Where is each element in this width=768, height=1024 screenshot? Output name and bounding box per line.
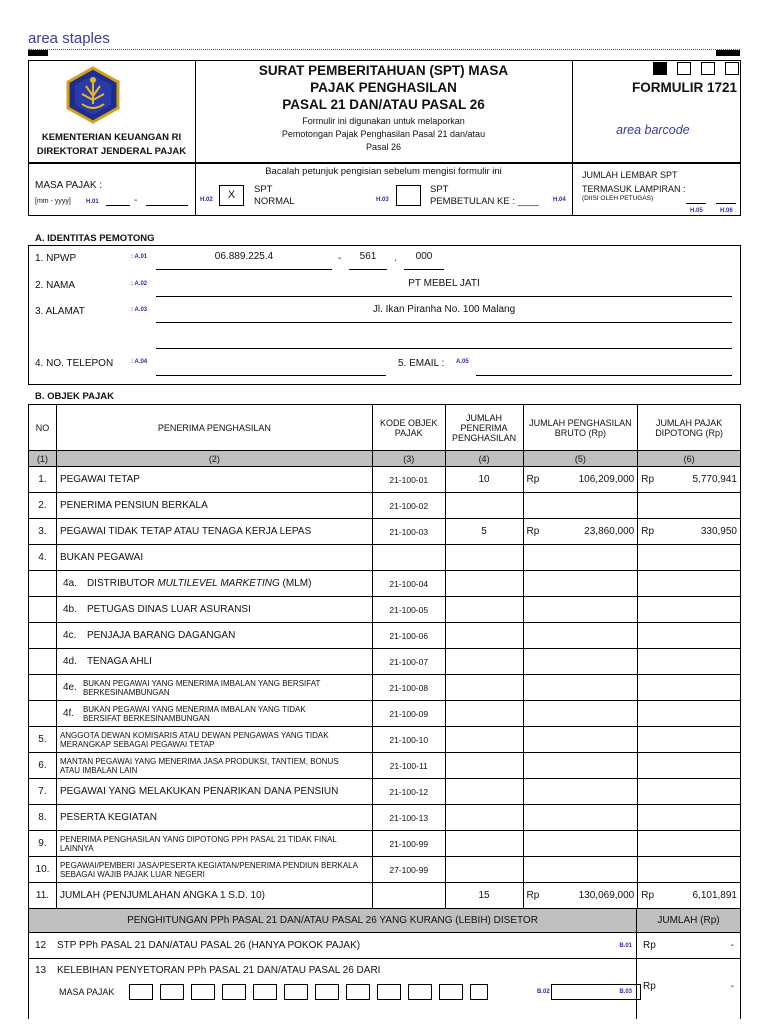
row-kode: 21-100-08 xyxy=(372,675,445,701)
area-barcode-label: area barcode xyxy=(616,123,690,137)
row-no: 9. xyxy=(29,831,57,857)
row-jumlah-penerima[interactable] xyxy=(445,857,523,883)
row12-no: 12 xyxy=(35,940,47,951)
row-name: TENAGA AHLI xyxy=(86,656,152,668)
form-marker-box-3 xyxy=(725,62,739,75)
masa-box-2[interactable] xyxy=(160,984,184,1000)
title-line-3: PASAL 21 DAN/ATAU PASAL 26 xyxy=(282,97,485,112)
code-h03: H.03 xyxy=(376,197,389,203)
code-h01: H.01 xyxy=(86,199,99,205)
ministry-name xyxy=(28,131,195,159)
spt-normal-label-line2: NORMAL xyxy=(254,196,295,207)
row-jumlah-penerima[interactable] xyxy=(445,493,523,519)
row-kode: 27-100-99 xyxy=(372,857,445,883)
currency-label: Rp xyxy=(641,526,655,537)
row-no xyxy=(29,675,57,701)
row-bruto-value: 106,209,000 xyxy=(578,474,635,485)
row12-amount[interactable] xyxy=(637,933,740,958)
row-bruto-amount xyxy=(527,526,635,537)
row-pajak[interactable] xyxy=(638,467,741,493)
row-penerima xyxy=(56,493,372,519)
form-marker-filled xyxy=(653,62,667,75)
header-divider-2 xyxy=(572,60,573,163)
row-bruto-amount xyxy=(527,474,635,485)
row-bruto[interactable] xyxy=(523,519,638,545)
table-row xyxy=(29,545,741,571)
masa-box-6[interactable] xyxy=(284,984,308,1000)
row-name: BUKAN PEGAWAI YANG MENERIMA IMBALAN YANG BERSIFAT BERKESINAMBUNGAN xyxy=(82,678,321,697)
row-name: PEGAWAI YANG MELAKUKAN PENARIKAN DANA PENSIUN xyxy=(59,786,339,797)
masa-box-3[interactable] xyxy=(191,984,215,1000)
row-no: 6. xyxy=(29,753,57,779)
row-kode: 21-100-11 xyxy=(372,753,445,779)
table-row xyxy=(29,857,741,883)
row-sub-no: 4d. xyxy=(62,655,77,667)
row-no: 1. xyxy=(29,467,57,493)
currency-label: Rp xyxy=(526,526,540,537)
currency-label: Rp xyxy=(526,474,540,485)
code-h02: H.02 xyxy=(200,197,213,203)
row-penerima xyxy=(56,649,372,675)
staple-dotted-line xyxy=(28,49,740,50)
code-a02: : A.02 xyxy=(131,281,148,287)
table-row xyxy=(29,623,741,649)
colnum-3: (3) xyxy=(372,451,445,467)
row-pajak-amount xyxy=(641,526,737,537)
row-no: 4. xyxy=(29,545,57,571)
row-no xyxy=(29,649,57,675)
row-pajak-value: 5,770,941 xyxy=(692,474,737,485)
npwp-dot: . xyxy=(394,253,397,264)
row-pajak-amount xyxy=(641,474,737,485)
row-penerima xyxy=(56,467,372,493)
row13-label: KELEBIHAN PENYETORAN PPh PASAL 21 DAN/ATAU PASAL 26 DARI xyxy=(57,965,381,976)
row-name: PESERTA KEGIATAN xyxy=(59,812,158,823)
ministry-logo-icon xyxy=(62,66,124,124)
table-row xyxy=(29,597,741,623)
table-row xyxy=(29,675,741,701)
masa-pajak-dash: - xyxy=(134,195,138,206)
table-row xyxy=(29,883,741,909)
npwp-main-field[interactable]: 06.889.225.4 xyxy=(156,251,332,270)
row-pajak[interactable] xyxy=(638,675,741,701)
row-no xyxy=(29,623,57,649)
row-pajak[interactable] xyxy=(638,623,741,649)
row-bruto[interactable] xyxy=(523,701,638,727)
row-pajak-value: 6,101,891 xyxy=(692,890,737,901)
row-name: PETUGAS DINAS LUAR ASURANSI xyxy=(86,604,251,616)
currency-label: Rp xyxy=(641,474,655,485)
header-bruto: JUMLAH PENGHASILAN BRUTO (Rp) xyxy=(523,405,638,451)
telepon-field[interactable] xyxy=(156,356,386,376)
masa-box-10[interactable] xyxy=(408,984,432,1000)
code-b03: B.03 xyxy=(619,989,632,995)
table-row xyxy=(29,753,741,779)
masa-box-4[interactable] xyxy=(222,984,246,1000)
code-h06: H.06 xyxy=(720,208,733,214)
row-sub-no: 4f. xyxy=(62,708,75,719)
row-kode: 21-100-02 xyxy=(372,493,445,519)
calc-header-row xyxy=(28,909,741,933)
title-line-2: PAJAK PENGHASILAN xyxy=(310,80,457,95)
row-jumlah-penerima[interactable] xyxy=(445,727,523,753)
row-jumlah-penerima[interactable] xyxy=(445,805,523,831)
table-column-number-row xyxy=(29,451,741,467)
header-jumlah-penerima: JUMLAH PENERIMA PENGHASILAN xyxy=(445,405,523,451)
row-bruto[interactable] xyxy=(523,883,638,909)
objek-pajak-table xyxy=(28,404,741,909)
row-bruto[interactable] xyxy=(523,545,638,571)
row13-value: - xyxy=(730,981,734,992)
row-name: BUKAN PEGAWAI YANG MENERIMA IMBALAN YANG TIDAK BERSIFAT BERKESINAMBUNGAN xyxy=(82,704,306,723)
area-staples-label: area staples xyxy=(28,30,110,47)
code-a01: : A.01 xyxy=(131,254,148,260)
colnum-2: (2) xyxy=(56,451,372,467)
npwp-kpp-field[interactable]: 561 xyxy=(349,251,387,270)
row-name: ANGGOTA DEWAN KOMISARIS ATAU DEWAN PENGAWAS YANG TIDAK MERANGKAP SEBAGAI PEGAWAI TETAP xyxy=(59,730,329,749)
table-row xyxy=(29,701,741,727)
row-jumlah-penerima[interactable] xyxy=(445,753,523,779)
row-bruto-value: 23,860,000 xyxy=(584,526,635,537)
desc-line-2: Pemotongan Pajak Penghasilan Pasal 21 dan/atau xyxy=(281,129,486,139)
code-b01: B.01 xyxy=(619,943,632,949)
row-name: PENERIMA PENGHASILAN YANG DIPOTONG PPH PASAL 21 TIDAK FINAL LAINNYA xyxy=(59,834,337,853)
section-a-title: A. IDENTITAS PEMOTONG xyxy=(35,233,155,244)
row-bruto[interactable] xyxy=(523,623,638,649)
row12-label: STP PPh PASAL 21 DAN/ATAU PASAL 26 (HANYA POKOK PAJAK) xyxy=(57,940,361,951)
spt-normal-label xyxy=(254,184,295,208)
row-kode: 21-100-06 xyxy=(372,623,445,649)
section-b-title: B. OBJEK PAJAK xyxy=(35,391,115,402)
row-pajak[interactable] xyxy=(638,779,741,805)
form-title-block xyxy=(195,62,572,154)
row-penerima xyxy=(56,519,372,545)
row-jumlah-penerima[interactable] xyxy=(445,701,523,727)
row-penerima xyxy=(56,675,372,701)
row-jumlah-penerima[interactable] xyxy=(445,571,523,597)
calc-header-label: PENGHITUNGAN PPh PASAL 21 DAN/ATAU PASAL 26 YANG KURANG (LEBIH) DISETOR xyxy=(29,909,637,932)
code-a03: : A.03 xyxy=(131,307,148,313)
masa-pajak-year-input[interactable] xyxy=(146,196,188,206)
row-no: 3. xyxy=(29,519,57,545)
row-penerima xyxy=(56,831,372,857)
row-bruto[interactable] xyxy=(523,753,638,779)
nama-field[interactable]: PT MEBEL JATI xyxy=(156,278,732,297)
alamat-label: 3. ALAMAT xyxy=(35,306,85,317)
row-no: 11. xyxy=(29,883,57,909)
row-bruto[interactable] xyxy=(523,649,638,675)
row-name: PEGAWAI/PEMBERI JASA/PESERTA KEGIATAN/PENERIMA PENDIUN BERKALA SEBAGAI WAJIB PAJAK LUAR NEGERI xyxy=(59,860,358,879)
row12-rp: Rp xyxy=(643,940,656,951)
row-name: PEGAWAI TETAP xyxy=(59,474,140,485)
row-pajak[interactable] xyxy=(638,857,741,883)
row-penerima xyxy=(56,623,372,649)
spt-pembetulan-label-line1: SPT xyxy=(430,184,449,195)
row-pajak[interactable] xyxy=(638,571,741,597)
email-label: 5. EMAIL : xyxy=(398,358,445,369)
row13-masa-boxes xyxy=(129,984,495,1003)
masa-box-11[interactable] xyxy=(439,984,463,1000)
email-field[interactable] xyxy=(476,356,732,376)
row-penerima xyxy=(56,701,372,727)
table-row xyxy=(29,571,741,597)
row-sub-no: 4b. xyxy=(62,603,77,615)
currency-label: Rp xyxy=(641,890,655,901)
alamat-field[interactable]: Jl. Ikan Piranha No. 100 Malang xyxy=(156,304,732,323)
lembar-line-2: TERMASUK LAMPIRAN : xyxy=(582,184,686,194)
telepon-label: 4. NO. TELEPON xyxy=(35,358,114,369)
directorate-label: DIREKTORAT JENDERAL PAJAK xyxy=(36,146,187,157)
lembar-spt-label xyxy=(582,168,686,196)
row-pajak[interactable] xyxy=(638,545,741,571)
lembar-note: (DIISI OLEH PETUGAS) xyxy=(582,195,654,202)
table-row xyxy=(29,519,741,545)
row-no: 10. xyxy=(29,857,57,883)
row12-value: - xyxy=(730,940,734,951)
ministry-label: KEMENTERIAN KEUANGAN RI xyxy=(41,132,182,143)
row-jumlah-penerima[interactable] xyxy=(445,649,523,675)
row-bruto-value: 130,069,000 xyxy=(578,890,635,901)
row-bruto[interactable] xyxy=(523,675,638,701)
header-kode: KODE OBJEK PAJAK xyxy=(372,405,445,451)
form-number: FORMULIR 1721 xyxy=(632,80,738,95)
row-pajak-amount xyxy=(641,890,737,901)
masa-box-8[interactable] xyxy=(346,984,370,1000)
row-kode: 21-100-99 xyxy=(372,831,445,857)
row-bruto[interactable] xyxy=(523,467,638,493)
lembar-field-1[interactable] xyxy=(686,196,706,204)
row-penerima xyxy=(56,805,372,831)
colnum-1: (1) xyxy=(29,451,57,467)
row-penerima xyxy=(56,857,372,883)
row-jumlah-penerima[interactable]: 15 xyxy=(445,883,523,909)
masa-pajak-format: [mm - yyyy] xyxy=(35,198,71,205)
row13-amount[interactable] xyxy=(637,959,740,1019)
table-row xyxy=(29,467,741,493)
calculation-section xyxy=(28,909,741,1019)
row-penerima xyxy=(56,883,372,909)
row-kode: 21-100-10 xyxy=(372,727,445,753)
row-pajak[interactable] xyxy=(638,727,741,753)
code-b02: B.02 xyxy=(537,989,550,995)
table-header-row xyxy=(29,405,741,451)
row-bruto[interactable] xyxy=(523,571,638,597)
row-jumlah-penerima[interactable]: 5 xyxy=(445,519,523,545)
row-jumlah-penerima[interactable] xyxy=(445,831,523,857)
table-row xyxy=(29,831,741,857)
row-name: BUKAN PEGAWAI xyxy=(59,552,144,563)
instruction-text: Bacalah petunjuk pengisian sebelum mengisi formulir ini xyxy=(265,166,502,177)
masa-box-7[interactable] xyxy=(315,984,339,1000)
row-no xyxy=(29,571,57,597)
lembar-field-2[interactable] xyxy=(716,196,736,204)
row-jumlah-penerima[interactable] xyxy=(445,675,523,701)
row-sub-no: 4e. xyxy=(62,682,77,693)
masa-box-1[interactable] xyxy=(129,984,153,1000)
corner-marker-left xyxy=(28,50,48,56)
calc-row-13 xyxy=(28,959,741,1019)
row-no: 8. xyxy=(29,805,57,831)
row-no xyxy=(29,597,57,623)
calc-amount-header: JUMLAH (Rp) xyxy=(657,915,720,926)
row-penerima xyxy=(56,545,372,571)
masa-pajak-month-input[interactable] xyxy=(106,196,130,206)
row-name: DISTRIBUTOR xyxy=(86,578,158,590)
row-kode: 21-100-03 xyxy=(372,519,445,545)
colnum-5: (5) xyxy=(523,451,638,467)
masa-box-9[interactable] xyxy=(377,984,401,1000)
row-jumlah-penerima[interactable]: 10 xyxy=(445,467,523,493)
row-no: 2. xyxy=(29,493,57,519)
npwp-cabang-field[interactable]: 000 xyxy=(404,251,444,270)
header-pajak: JUMLAH PAJAK DIPOTONG (Rp) xyxy=(638,405,741,451)
row-bruto[interactable] xyxy=(523,727,638,753)
row-kode: 21-100-04 xyxy=(372,571,445,597)
row-penerima xyxy=(56,597,372,623)
row13-rp: Rp xyxy=(643,981,656,992)
row-name: MANTAN PEGAWAI YANG MENERIMA JASA PRODUKSI, TANTIEM, BONUS ATAU IMBALAN LAIN xyxy=(59,756,339,775)
nama-label: 2. NAMA xyxy=(35,280,76,291)
row-penerima xyxy=(56,571,372,597)
desc-line-1: Formulir ini digunakan untuk melaporkan xyxy=(302,116,465,126)
row-penerima xyxy=(56,753,372,779)
row-sub-no: 4c. xyxy=(62,629,77,641)
npwp-label: 1. NPWP xyxy=(35,253,77,264)
code-h04: H.04 xyxy=(553,197,566,203)
row-bruto[interactable] xyxy=(523,831,638,857)
row-no: 7. xyxy=(29,779,57,805)
row-bruto[interactable] xyxy=(523,597,638,623)
spt-pembetulan-checkbox[interactable] xyxy=(396,185,421,206)
row-pajak[interactable] xyxy=(638,805,741,831)
lembar-line-1: JUMLAH LEMBAR SPT xyxy=(582,170,678,180)
masa-box-12[interactable] xyxy=(470,984,488,1000)
form-marker-box-1 xyxy=(677,62,691,75)
row-kode xyxy=(372,545,445,571)
row-sub-no: 4a. xyxy=(62,577,77,589)
row-pajak[interactable] xyxy=(638,519,741,545)
row-name: JUMLAH (PENJUMLAHAN ANGKA 1 S.D. 10) xyxy=(59,890,265,901)
row-kode: 21-100-07 xyxy=(372,649,445,675)
npwp-dash: - xyxy=(338,253,342,264)
row-pajak[interactable] xyxy=(638,753,741,779)
table-row xyxy=(29,727,741,753)
spt-pembetulan-label xyxy=(430,184,539,208)
row-name: PENERIMA PENSIUN BERKALA xyxy=(59,500,208,511)
row-bruto-amount xyxy=(527,890,635,901)
row-pajak[interactable] xyxy=(638,493,741,519)
row13-masa-label: MASA PAJAK xyxy=(59,987,115,997)
table-row xyxy=(29,649,741,675)
alamat-field-line2[interactable] xyxy=(156,330,732,349)
row13-no: 13 xyxy=(35,965,47,976)
row-bruto[interactable] xyxy=(523,857,638,883)
spt-divider-2 xyxy=(572,163,573,216)
table-row xyxy=(29,493,741,519)
row-kode: 21-100-12 xyxy=(372,779,445,805)
row-kode: 21-100-01 xyxy=(372,467,445,493)
row-name-italic: MULTILEVEL MARKETING xyxy=(157,578,280,590)
code-h05: H.05 xyxy=(690,208,703,214)
row12-label-cell xyxy=(57,933,637,958)
row-pajak-value: 330,950 xyxy=(700,526,737,537)
code-a05: A.05 xyxy=(456,359,469,365)
row-kode xyxy=(372,883,445,909)
row-kode: 21-100-05 xyxy=(372,597,445,623)
row-bruto[interactable] xyxy=(523,493,638,519)
corner-marker-right xyxy=(716,50,740,56)
masa-pajak-label: MASA PAJAK : xyxy=(35,180,103,191)
row-pajak[interactable] xyxy=(638,831,741,857)
row-pajak[interactable] xyxy=(638,649,741,675)
spt-normal-checkbox[interactable]: X xyxy=(219,185,244,206)
row-jumlah-penerima[interactable] xyxy=(445,623,523,649)
row-pajak[interactable] xyxy=(638,883,741,909)
row-name-after: (MLM) xyxy=(279,578,312,590)
row-pajak[interactable] xyxy=(638,701,741,727)
title-line-1: SURAT PEMBERITAHUAN (SPT) MASA xyxy=(258,63,509,78)
row-kode: 21-100-09 xyxy=(372,701,445,727)
desc-line-3: Pasal 26 xyxy=(365,142,402,152)
row-kode: 21-100-13 xyxy=(372,805,445,831)
row-bruto[interactable] xyxy=(523,805,638,831)
currency-label: Rp xyxy=(526,890,540,901)
header-no: NO xyxy=(29,405,57,451)
colnum-4: (4) xyxy=(445,451,523,467)
row-no xyxy=(29,701,57,727)
row-penerima xyxy=(56,779,372,805)
calc-row-12 xyxy=(28,933,741,959)
row-name: PEGAWAI TIDAK TETAP ATAU TENAGA KERJA LEPAS xyxy=(59,526,312,537)
row-bruto[interactable] xyxy=(523,779,638,805)
row-pajak[interactable] xyxy=(638,597,741,623)
spt-pembetulan-label-line2: PEMBETULAN KE : ____ xyxy=(430,196,539,207)
row-jumlah-penerima[interactable] xyxy=(445,779,523,805)
form-marker-box-2 xyxy=(701,62,715,75)
row-jumlah-penerima[interactable] xyxy=(445,597,523,623)
row-jumlah-penerima[interactable] xyxy=(445,545,523,571)
code-a04: : A.04 xyxy=(131,359,148,365)
table-row xyxy=(29,805,741,831)
colnum-6: (6) xyxy=(638,451,741,467)
row-penerima xyxy=(56,727,372,753)
row-no: 5. xyxy=(29,727,57,753)
table-row xyxy=(29,779,741,805)
header-penerima: PENERIMA PENGHASILAN xyxy=(56,405,372,451)
row13-label-cell xyxy=(57,959,637,1019)
spt-normal-label-line1: SPT xyxy=(254,184,273,195)
masa-box-5[interactable] xyxy=(253,984,277,1000)
row-name: PENJAJA BARANG DAGANGAN xyxy=(86,630,236,642)
